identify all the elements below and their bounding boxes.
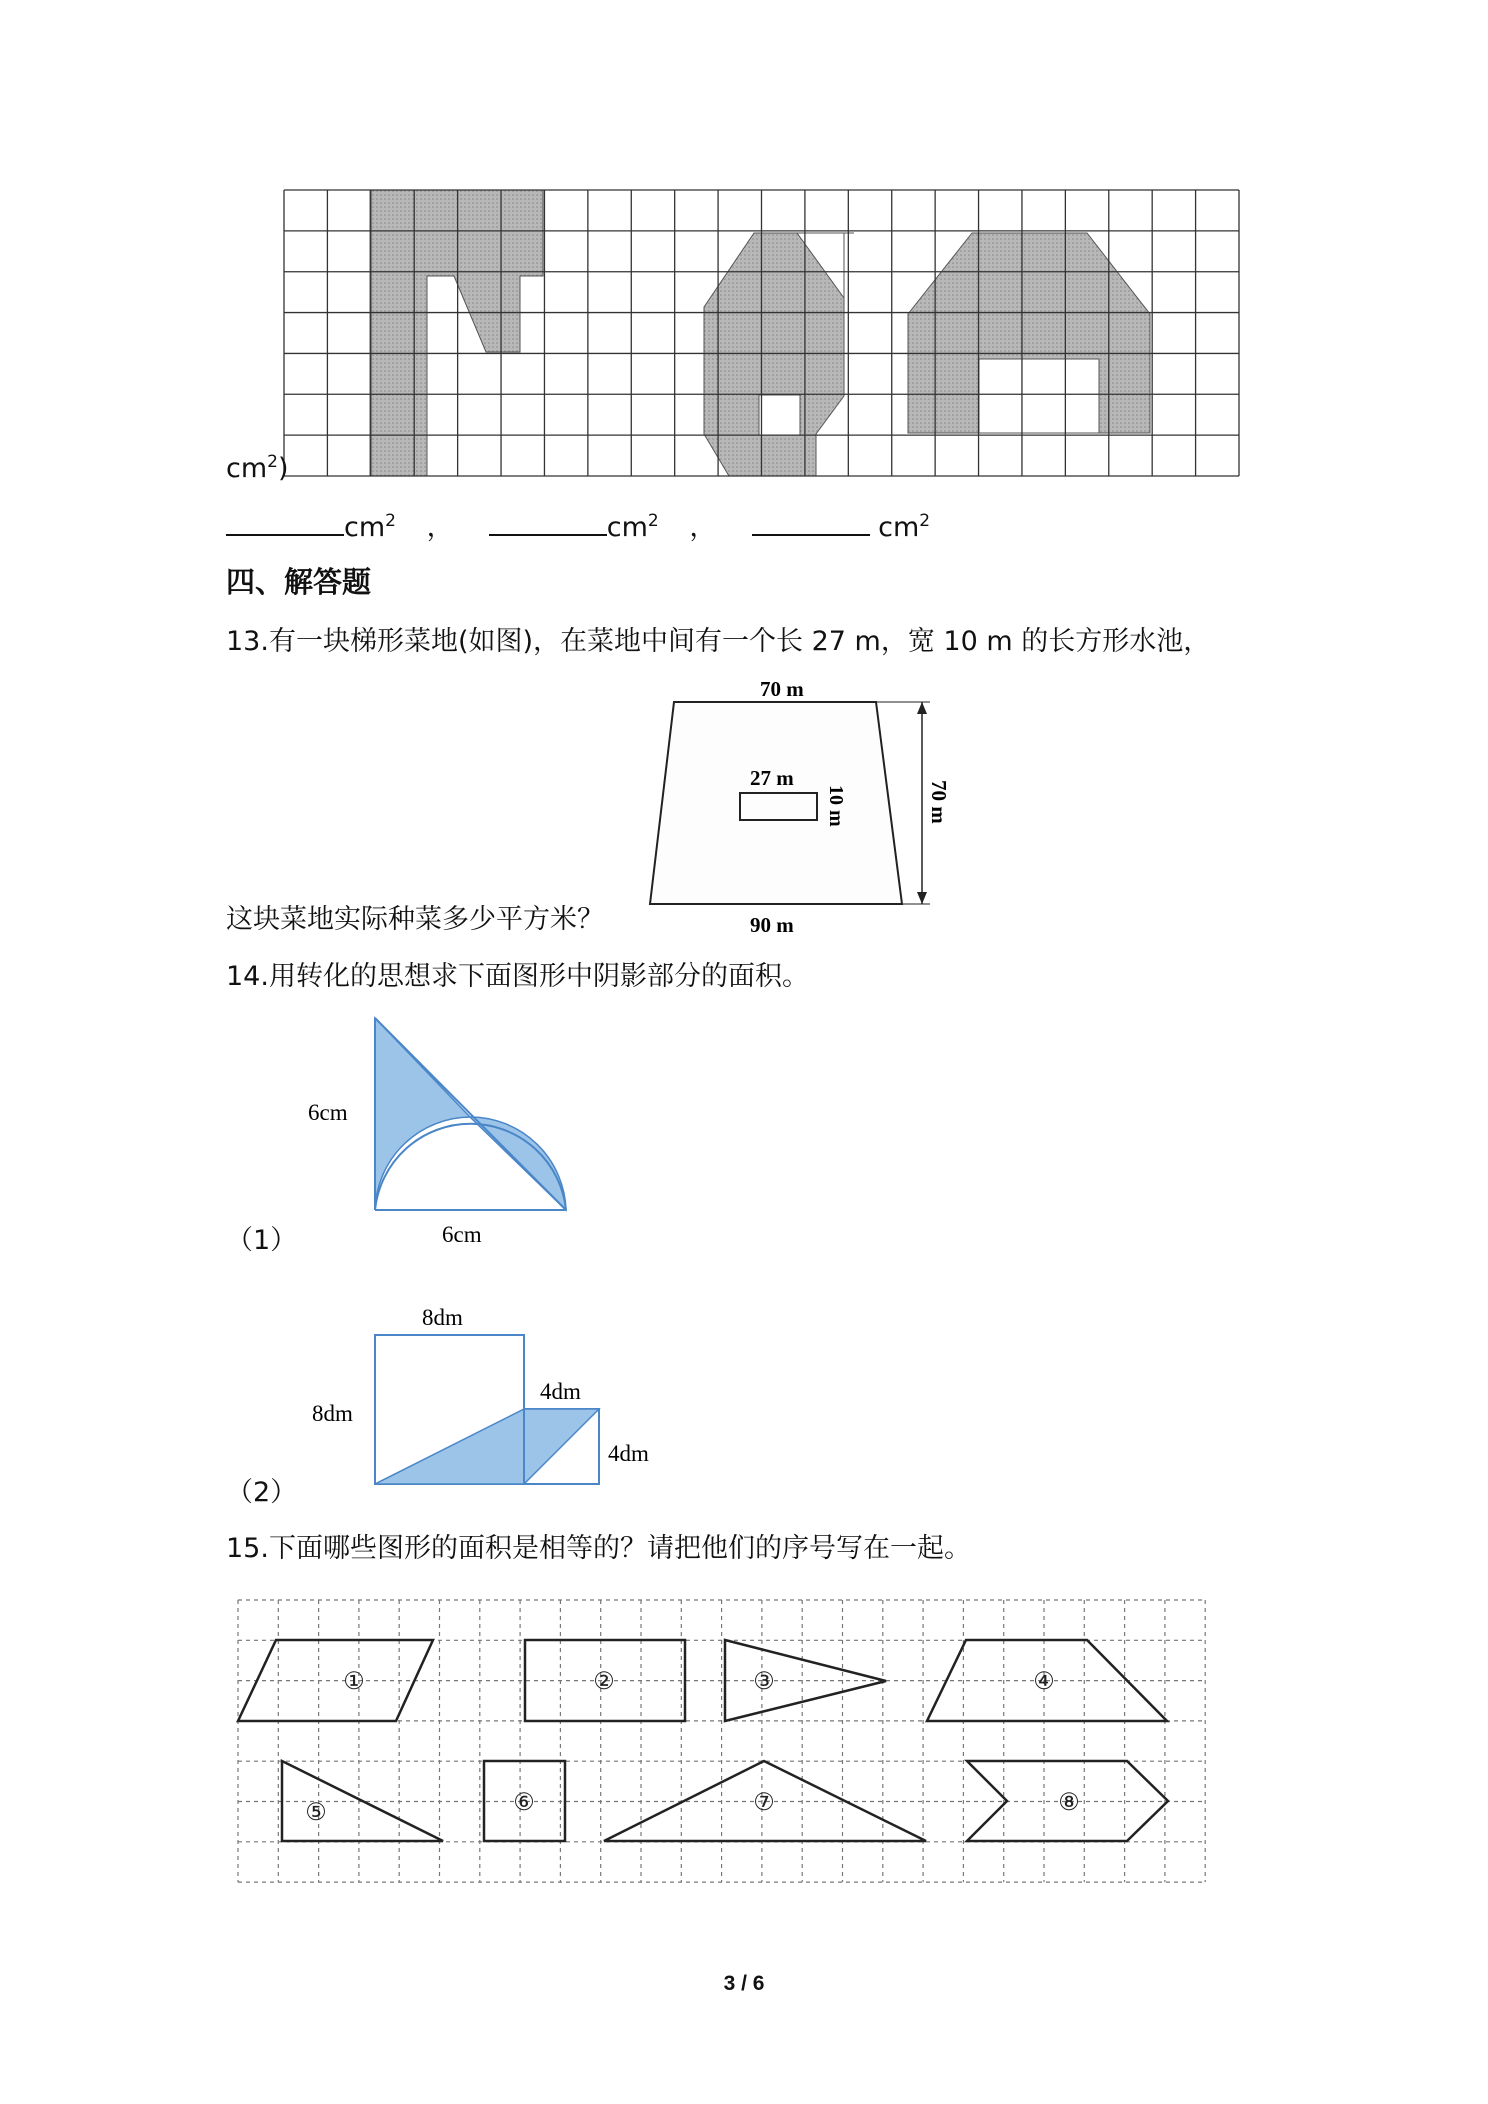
trapezoid-outline (650, 702, 902, 904)
answer-blank-3[interactable] (752, 508, 870, 536)
label-pool-length: 27 m (750, 766, 794, 790)
shaded-triangle-part (375, 1018, 470, 1210)
grid-figure-t6-house (284, 190, 1240, 480)
answer-blank-2[interactable] (489, 508, 607, 536)
label-small-top: 4dm (540, 1379, 581, 1404)
shaded-region (375, 1409, 599, 1484)
q12-unit-prefix: $cm^2$) (226, 452, 289, 484)
house-door (979, 359, 1099, 433)
label-side: 6cm (308, 1100, 348, 1125)
q12-answer-blanks: $cm^2$ ， $cm^2$ ， $cm^2$ (226, 508, 930, 545)
label-small-right: 4dm (608, 1441, 649, 1466)
shape-label-3: ③ (753, 1669, 775, 1695)
shape-3-triangle (725, 1640, 886, 1721)
answer-blank-1[interactable] (226, 508, 344, 536)
q14-line: 14.用转化的思想求下面图形中阴影部分的面积。 (226, 961, 809, 992)
trapezoid-field-figure (640, 672, 951, 942)
label-bottom: 90 m (750, 913, 794, 937)
label-pool-width: 10 m (825, 785, 847, 827)
shape-letter-t (370, 190, 543, 476)
q14-part2-label: （2） (226, 1477, 298, 1508)
q14-figure-1 (300, 1010, 590, 1260)
shape-label-4: ④ (1033, 1669, 1055, 1695)
shape-label-2: ② (593, 1669, 615, 1695)
label-top: 70 m (760, 677, 804, 701)
shape-label-8: ⑧ (1058, 1790, 1080, 1816)
label-base: 6cm (442, 1222, 482, 1247)
q15-dotted-grid-figure (234, 1590, 1234, 1880)
section-title: 四、解答题 (226, 565, 372, 599)
q15-line: 15.下面哪些图形的面积是相等的？请把他们的序号写在一起。 (226, 1533, 971, 1564)
q13-line1: 13.有一块梯形菜地(如图)，在菜地中间有一个长 27 m，宽 10 m 的长方形水池， (226, 626, 1211, 657)
q13-line2: 这块菜地实际种菜多少平方米？ (226, 904, 604, 935)
label-left: 8dm (312, 1401, 353, 1426)
label-top: 8dm (422, 1305, 463, 1330)
shape-label-1: ① (343, 1669, 365, 1695)
page-number: 3 / 6 (723, 1972, 765, 1995)
shape-label-5: ⑤ (305, 1800, 327, 1826)
shape-label-6: ⑥ (513, 1790, 535, 1816)
label-height: 70 m (927, 780, 951, 824)
q14-part1-label: （1） (226, 1225, 298, 1256)
q14-figure-2 (300, 1285, 680, 1505)
shape-label-7: ⑦ (753, 1790, 775, 1816)
